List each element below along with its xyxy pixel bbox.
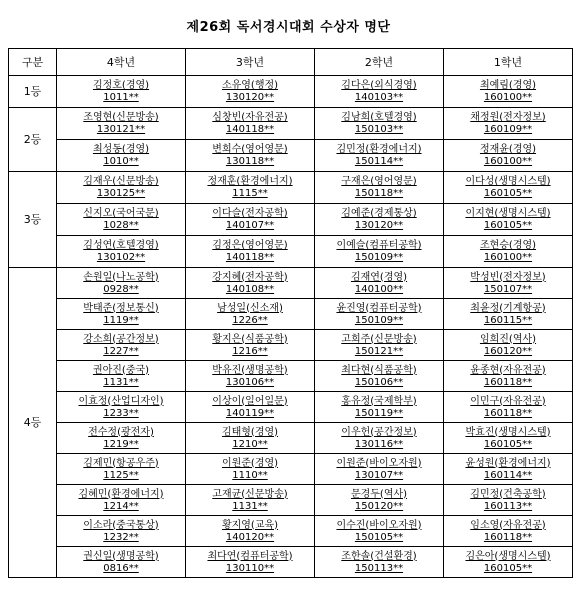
header-grade-4: 4학년 [57,49,186,76]
awardee-cell [444,547,573,578]
awardee-cell [444,108,573,140]
awardee-student-id: 130118** [225,156,275,167]
awardee-name: 이다슬(전자공학) [212,208,288,219]
rank-label: 3등 [9,172,57,268]
awardee-cell [315,485,444,516]
awardee-cell [444,423,573,454]
awardee-cell [57,140,186,172]
awardee-name: 이예슬(컴퓨터공학) [336,240,422,251]
table-row [9,361,573,392]
awardee-student-id: 130116** [354,438,404,450]
header-grade-2: 2학년 [315,49,444,76]
awardee-name: 변희수(영어영문) [212,144,288,155]
awardee-student-id: 150118** [354,188,404,199]
awardee-cell [57,392,186,423]
awardee-name: 김태형(경영) [221,426,279,438]
awardee-name: 임희진(역사) [479,333,537,345]
awardee-cell [57,423,186,454]
table-row [9,516,573,547]
awardee-name: 이우헌(공간정보) [341,426,417,438]
awardee-name: 고희주(신문방송) [341,333,417,345]
awardee-student-id: 0816** [103,562,139,574]
awardee-student-id: 130125** [96,188,146,199]
awardee-student-id: 160109** [483,124,533,135]
awardee-student-id: 160118** [483,531,533,543]
awardee-student-id: 1011** [103,92,139,103]
awardee-student-id: 160105** [483,220,533,231]
awardee-name: 이지현(생명시스템) [465,208,551,219]
awardee-cell [186,299,315,330]
awardee-name: 이원준(바이오자원) [336,457,422,469]
awardee-student-id: 160120** [483,345,533,357]
awardee-name: 윤성원(환경에너지) [465,457,551,469]
awardee-cell [186,76,315,108]
awardee-name: 박효진(생명시스템) [465,426,551,438]
rank-label: 1등 [9,76,57,108]
table-row [9,108,573,140]
awardee-student-id: 140108** [225,283,275,295]
awardee-name: 손원일(나노공학) [83,271,159,283]
awardee-name: 정재훈(환경에너지) [207,176,293,187]
awardee-cell [444,454,573,485]
awardee-student-id: 150120** [354,500,404,512]
awardee-student-id: 140119** [225,407,275,419]
awardee-name: 구재은(영어영문) [341,176,417,187]
awardee-name: 조현승(경영) [479,240,537,251]
awardee-student-id: 1233** [103,407,139,419]
awardee-cell [57,108,186,140]
page-title: 제26회 독서경시대회 수상자 명단 [186,20,391,35]
awardee-student-id: 1219** [103,438,139,450]
awardee-student-id: 150121** [354,345,404,357]
awardee-student-id: 1131** [232,500,268,512]
awardee-name: 박태준(정보통신) [83,302,159,314]
awardee-student-id: 160105** [483,562,533,574]
awardee-cell [444,361,573,392]
awardee-student-id: 150103** [354,124,404,135]
table-row [9,392,573,423]
awardee-name: 김성연(호텔경영) [83,240,159,251]
table-row [9,423,573,454]
awardee-student-id: 1210** [232,438,268,450]
awardee-student-id: 160118** [483,376,533,388]
awardee-cell [186,268,315,299]
awardee-name: 최다연(컴퓨터공학) [207,550,293,562]
awardee-name: 김정호(경영) [92,80,150,91]
table-row [9,299,573,330]
awardee-cell [444,204,573,236]
awardee-cell [315,547,444,578]
awardee-name: 황지은(식품공학) [212,333,288,345]
awardee-student-id: 1010** [103,156,139,167]
awardee-cell [444,330,573,361]
table-row [9,330,573,361]
awardee-name: 박성빈(전자정보) [470,271,546,283]
awardee-name: 황지영(교육) [221,519,279,531]
awardee-student-id: 140118** [225,124,275,135]
awardee-name: 최예림(경영) [479,80,537,91]
awardee-name: 김민정(건축공학) [470,488,546,500]
rank-label: 2등 [9,108,57,172]
awardee-cell [186,423,315,454]
awardee-cell [444,516,573,547]
awardee-name: 김재연(경영) [350,271,408,283]
awardee-name: 강지혜(전자공학) [212,271,288,283]
awardee-name: 심창빈(자유전공) [212,112,288,123]
awardee-name: 김다은(외식경영) [341,80,417,91]
header-grade-1: 1학년 [444,49,573,76]
awardee-cell [186,172,315,204]
awardee-cell [315,140,444,172]
awardee-student-id: 150106** [354,376,404,388]
awardee-name: 정재윤(경영) [479,144,537,155]
awardee-cell [186,454,315,485]
awardee-name: 김남희(호텔경영) [341,112,417,123]
awardee-student-id: 130106** [225,376,275,388]
awardee-student-id: 140120** [225,531,275,543]
awardee-student-id: 1110** [232,469,268,481]
awardee-cell [186,140,315,172]
awardee-name: 이수진(바이오자원) [336,519,422,531]
awardee-student-id: 160100** [483,156,533,167]
awardee-student-id: 160115** [483,314,533,326]
awardee-cell [315,516,444,547]
awardee-cell [315,172,444,204]
award-table [8,48,573,578]
awardee-name: 강소희(공간정보) [83,333,159,345]
awardee-name: 박유진(생명공학) [212,364,288,376]
awardee-cell [444,172,573,204]
awardee-name: 조영현(신문방송) [83,112,159,123]
awardee-cell [57,76,186,108]
awardee-student-id: 160100** [483,92,533,103]
awardee-cell [315,299,444,330]
awardee-cell [57,299,186,330]
awardee-name: 고재균(신문방송) [212,488,288,500]
awardee-student-id: 160105** [483,438,533,450]
awardee-name: 김민정(환경에너지) [336,144,422,155]
awardee-cell [444,76,573,108]
awardee-name: 이민구(자유전공) [470,395,546,407]
awardee-student-id: 150119** [354,407,404,419]
awardee-cell [57,547,186,578]
awardee-name: 최다현(식품공학) [341,364,417,376]
awardee-name: 최성동(경영) [92,144,150,155]
header-grade-3: 3학년 [186,49,315,76]
awardee-name: 김제민(항공우주) [83,457,159,469]
awardee-name: 홍유정(국제학부) [341,395,417,407]
awardee-cell [57,485,186,516]
awardee-cell [444,268,573,299]
table-row [9,172,573,204]
awardee-student-id: 140103** [354,92,404,103]
awardee-cell [444,140,573,172]
table-row [9,76,573,108]
awardee-cell [57,172,186,204]
awardee-student-id: 1216** [232,345,268,357]
awardee-student-id: 160113** [483,500,533,512]
awardee-student-id: 150114** [354,156,404,167]
awardee-cell [444,392,573,423]
awardee-student-id: 150109** [354,252,404,263]
awardee-name: 조한솔(건설환경) [341,550,417,562]
awardee-name: 남성일(신소재) [217,302,283,314]
awardee-name: 김정은(영어영문) [212,240,288,251]
awardee-cell [444,236,573,268]
awardee-cell [186,108,315,140]
awardee-cell [57,236,186,268]
awardee-student-id: 150105** [354,531,404,543]
awardee-student-id: 140107** [225,220,275,231]
awardee-student-id: 1125** [103,469,139,481]
awardee-student-id: 130110** [225,562,275,574]
awardee-name: 신지오(국어국문) [83,208,159,219]
awardee-cell [315,76,444,108]
awardee-cell [186,392,315,423]
awardee-student-id: 160105** [483,188,533,199]
awardee-cell [57,516,186,547]
table-row [9,454,573,485]
awardee-name: 임소영(자유전공) [470,519,546,531]
awardee-student-id: 130107** [354,469,404,481]
awardee-cell [186,361,315,392]
awardee-cell [315,108,444,140]
awardee-name: 김은아(생명시스템) [465,550,551,562]
awardee-student-id: 130121** [96,124,146,135]
awardee-student-id: 1226** [232,314,268,326]
awardee-cell [315,330,444,361]
awardee-name: 이상이(일어일문) [212,395,288,407]
awardee-cell [186,485,315,516]
awardee-cell [315,236,444,268]
awardee-student-id: 140118** [225,252,275,263]
table-row [9,140,573,172]
awardee-student-id: 1028** [103,220,139,231]
awardee-name: 윤진영(컴퓨터공학) [336,302,422,314]
table-row [9,236,573,268]
awardee-name: 이효정(산업디자인) [78,395,164,407]
awardee-cell [186,516,315,547]
awardee-cell [57,454,186,485]
awardee-cell [57,361,186,392]
awardee-name: 김예준(경제통상) [341,208,417,219]
awardee-student-id: 160114** [483,469,533,481]
awardee-student-id: 1227** [103,345,139,357]
awardee-name: 이원준(경영) [221,457,279,469]
awardee-name: 이다성(생명시스템) [465,176,551,187]
awardee-student-id: 160100** [483,252,533,263]
awardee-student-id: 1214** [103,500,139,512]
awardee-name: 김재우(신문방송) [83,176,159,187]
awardee-student-id: 140100** [354,283,404,295]
awardee-name: 윤종현(자유전공) [470,364,546,376]
awardee-student-id: 130120** [354,220,404,231]
awardee-cell [186,236,315,268]
awardee-name: 채정원(전자정보) [470,112,546,123]
awardee-cell [186,204,315,236]
awardee-cell [186,547,315,578]
table-row [9,268,573,299]
awardee-student-id: 1232** [103,531,139,543]
awardee-name: 권아진(중국) [92,364,150,376]
awardee-name: 소유영(행정) [221,80,279,91]
awardee-cell [444,299,573,330]
awardee-student-id: 1131** [103,376,139,388]
awardee-student-id: 150113** [354,562,404,574]
awardee-cell [315,423,444,454]
header-category: 구분 [9,49,57,76]
awardee-student-id: 130120** [225,92,275,103]
awardee-student-id: 0928** [103,283,139,295]
awardee-name: 전수정(광전자) [88,426,154,438]
table-body [9,76,573,578]
awardee-cell [315,361,444,392]
awardee-cell [57,204,186,236]
awardee-cell [315,392,444,423]
awardee-student-id: 1115** [232,188,268,199]
awardee-cell [315,268,444,299]
awardee-cell [444,485,573,516]
awardee-student-id: 150107** [483,283,533,295]
awardee-name: 김혜민(환경에너지) [78,488,164,500]
awardee-name: 문경두(역사) [350,488,408,500]
awardee-cell [57,268,186,299]
table-row [9,547,573,578]
awardee-cell [186,330,315,361]
awardee-cell [315,454,444,485]
awardee-name: 이소라(중국통상) [83,519,159,531]
header-row [9,49,573,76]
awardee-cell [57,330,186,361]
awardee-student-id: 1119** [103,314,139,326]
awardee-student-id: 160118** [483,407,533,419]
awardee-name: 권신일(생명공학) [83,550,159,562]
awardee-cell [315,204,444,236]
awardee-name: 최윤정(기계항공) [470,302,546,314]
rank-label: 4등 [9,268,57,578]
awardee-student-id: 130102** [96,252,146,263]
table-row [9,204,573,236]
table-row [9,485,573,516]
awardee-student-id: 150109** [354,314,404,326]
